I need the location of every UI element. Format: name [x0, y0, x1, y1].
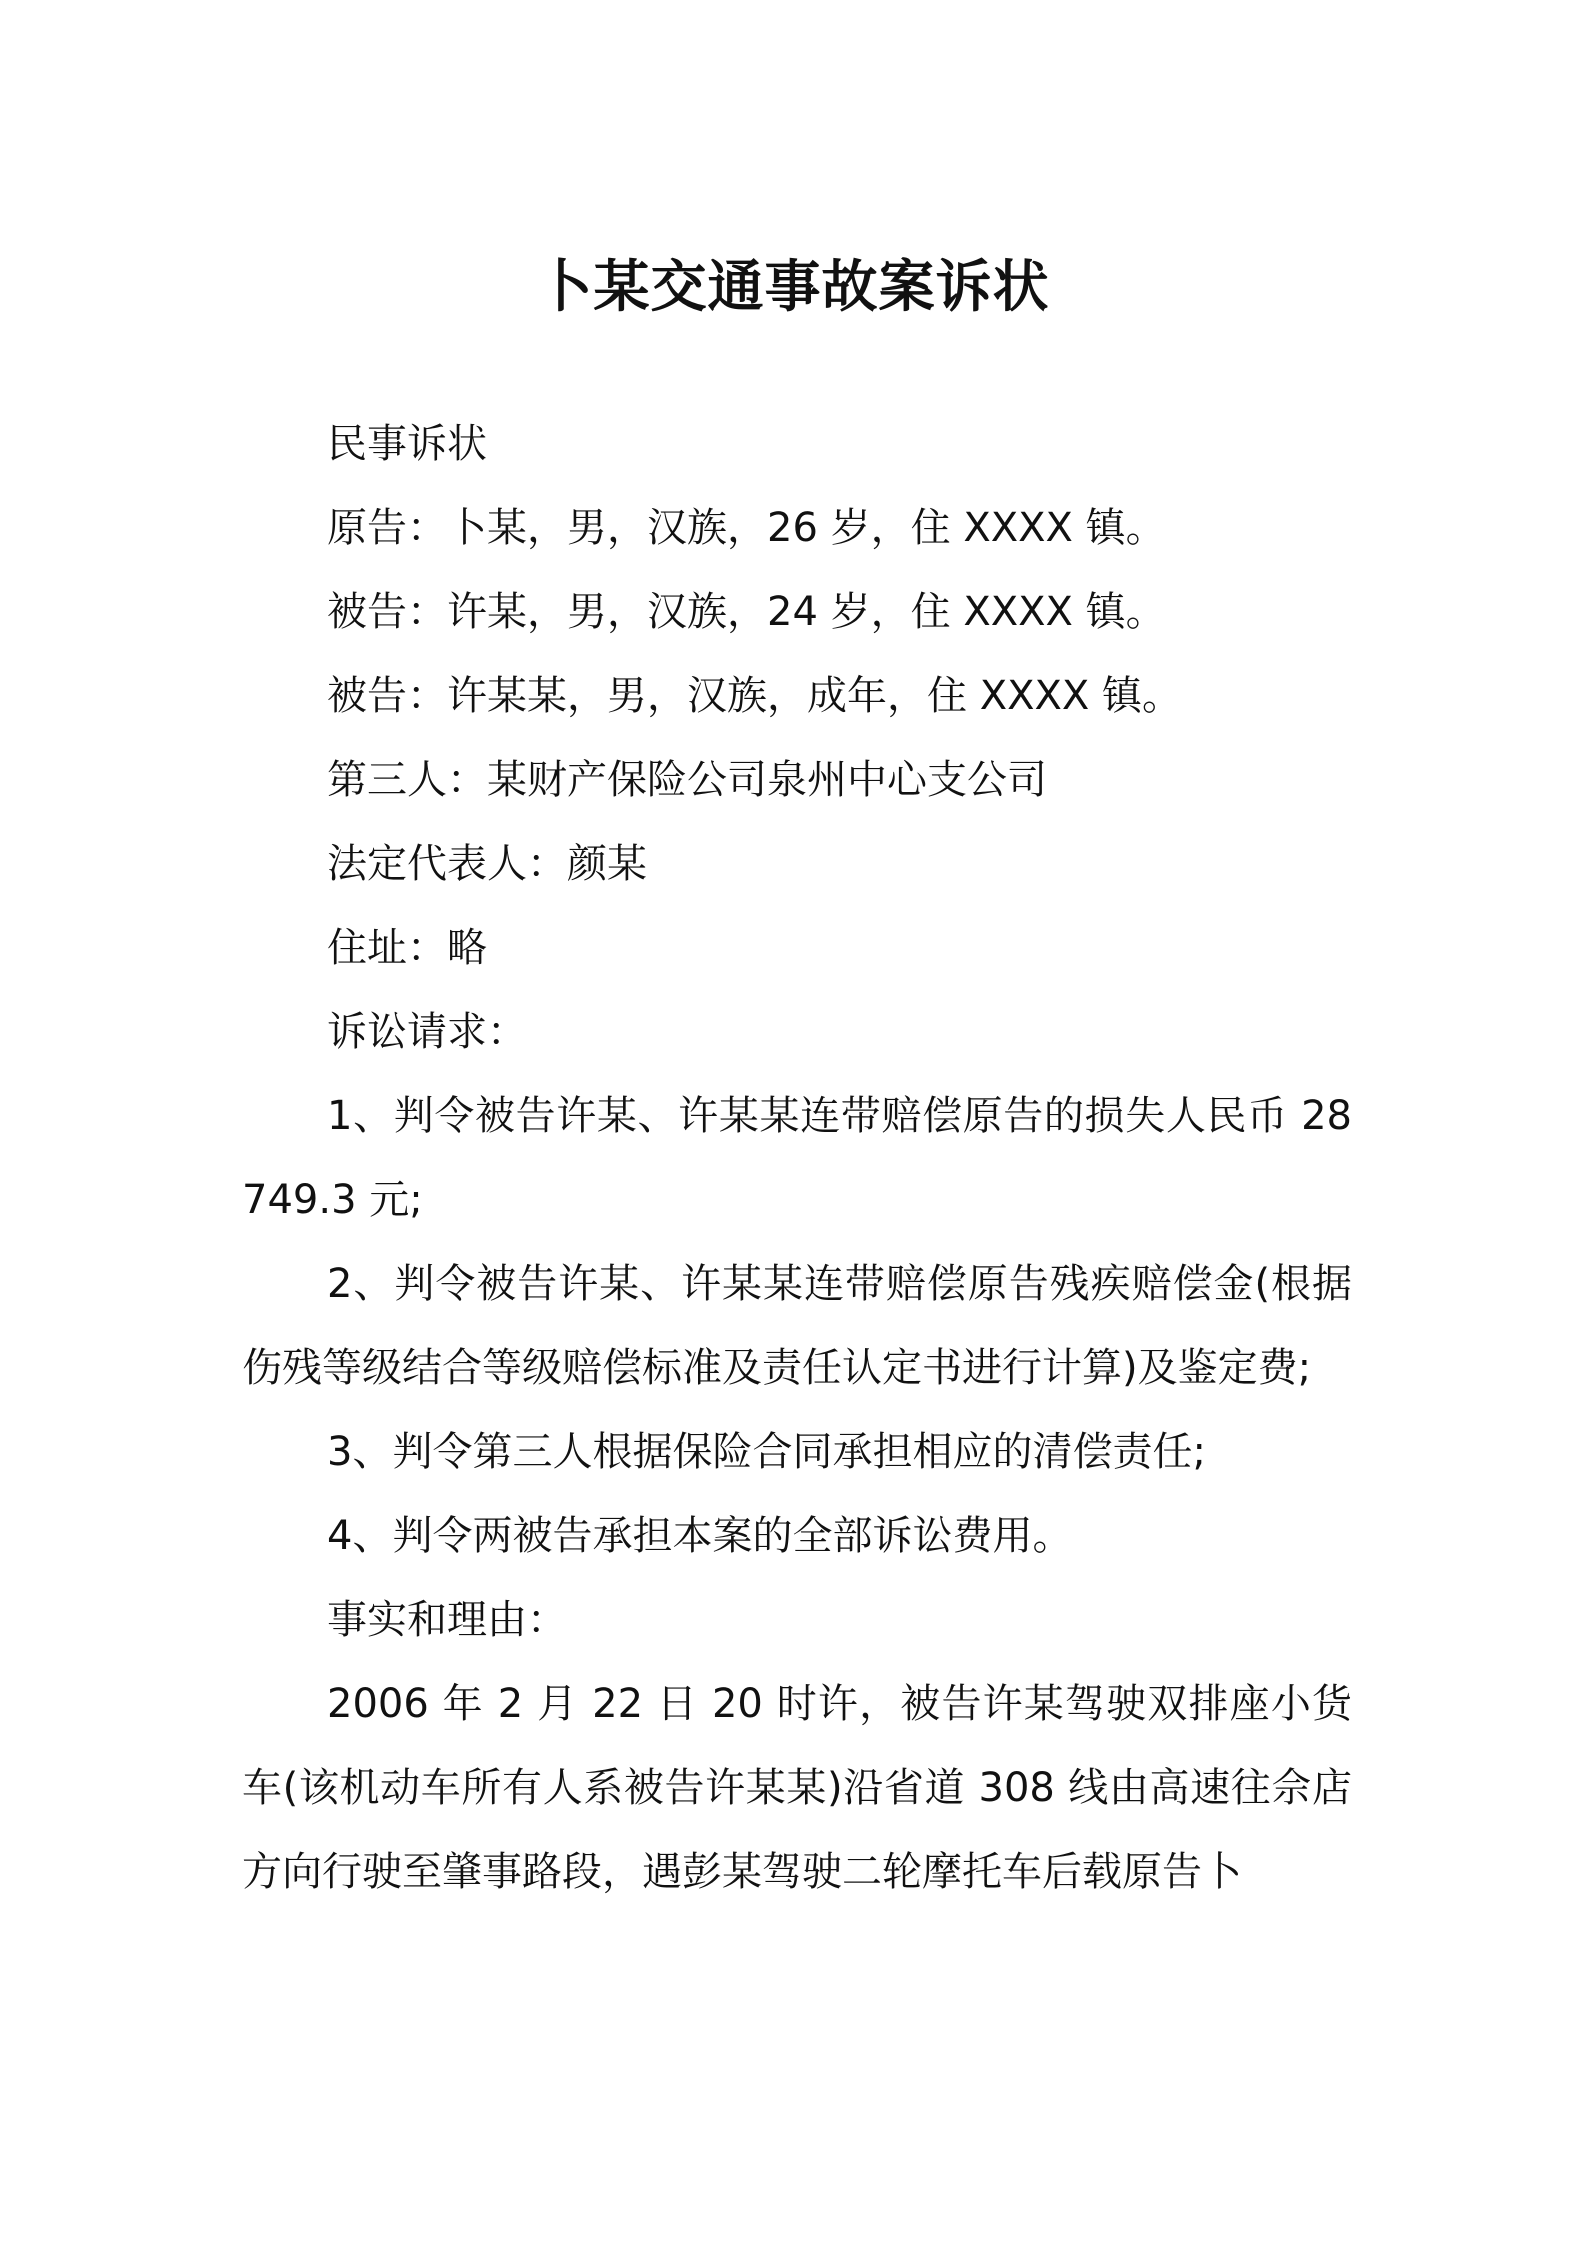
- paragraph-defendant-1: 被告：许某，男，汉族，24 岁，住 XXXX 镇。: [327, 589, 1166, 635]
- document-body: [242, 402, 1352, 1914]
- paragraph-defendant-2: 被告：许某某，男，汉族，成年，住 XXXX 镇。: [327, 673, 1183, 719]
- paragraph-claim-1: 1、判令被告许某、许某某连带赔偿原告的损失人民币 28749.3 元;: [242, 1093, 1352, 1223]
- document-title: 卜某交通事故案诉状: [536, 255, 1050, 320]
- paragraph-claim-3: 3、判令第三人根据保险合同承担相应的清偿责任;: [327, 1429, 1206, 1475]
- paragraph-third-party: 第三人：某财产保险公司泉州中心支公司: [327, 757, 1047, 803]
- paragraph-facts-body: 2006 年 2 月 22 日 20 时许，被告许某驾驶双排座小货车(该机动车所有人系被告许某某)沿省道 308 线由高速往佘店方向行驶至肇事路段，遇彭某驾驶二轮摩托车后载原告卜: [242, 1681, 1352, 1895]
- paragraph-claims-heading: 诉讼请求：: [327, 1009, 527, 1055]
- paragraph-address: 住址：略: [327, 925, 487, 971]
- paragraph-facts-heading: 事实和理由：: [327, 1597, 567, 1643]
- paragraph-doc-type: 民事诉状: [327, 421, 487, 467]
- paragraph-plaintiff: 原告：卜某，男，汉族，26 岁，住 XXXX 镇。: [327, 505, 1166, 551]
- paragraph-legal-rep: 法定代表人：颜某: [327, 841, 647, 887]
- paragraph-claim-2: 2、判令被告许某、许某某连带赔偿原告残疾赔偿金(根据伤残等级结合等级赔偿标准及责任认定书进行计算)及鉴定费;: [242, 1261, 1352, 1391]
- paragraph-claim-4: 4、判令两被告承担本案的全部诉讼费用。: [327, 1513, 1073, 1559]
